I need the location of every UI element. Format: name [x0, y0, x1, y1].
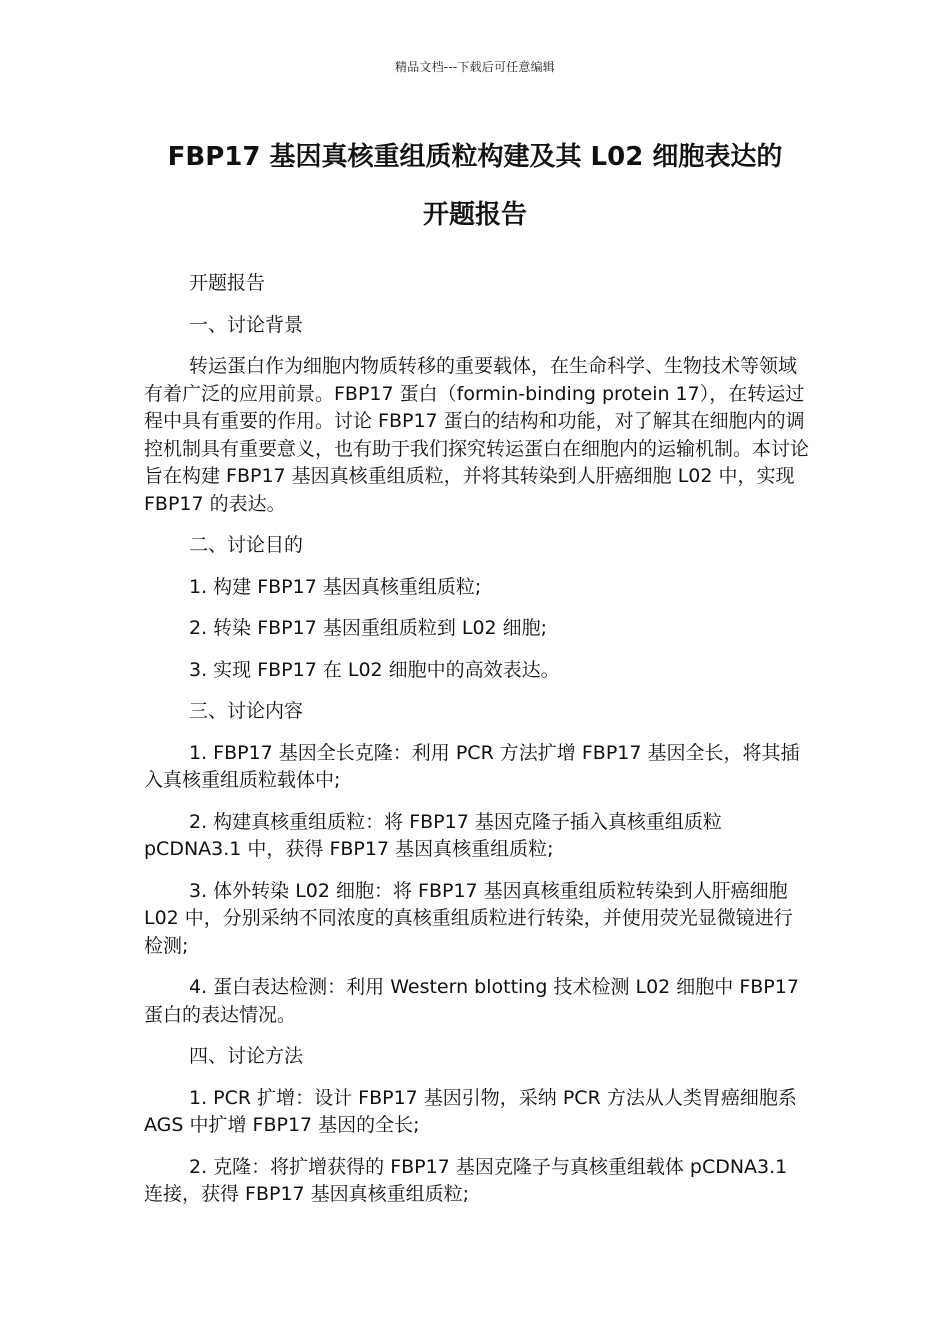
method-item-2: 2. 克隆：将扩增获得的 FBP17 基因克隆子与真核重组载体 pCDNA3.1 连接，获得 FBP17 基因真核重组质粒;	[144, 1155, 788, 1205]
content-item-3: 3. 体外转染 L02 细胞：将 FBP17 基因真核重组质粒转染到人肝癌细胞 L02 中，分别采纳不同浓度的真核重组质粒进行转染，并使用荧光显微镜进行检测;	[144, 879, 793, 957]
section-heading-purpose: 二、讨论目的	[189, 534, 304, 556]
document-title	[120, 128, 830, 244]
content-item-2: 2. 构建真核重组质粒：将 FBP17 基因克隆子插入真核重组质粒 pCDNA3.1 中，获得 FBP17 基因真核重组质粒;	[144, 810, 722, 860]
section-heading-content: 三、讨论内容	[189, 700, 304, 722]
section-heading-methods: 四、讨论方法	[189, 1045, 304, 1067]
section-heading-background: 一、讨论背景	[189, 313, 304, 336]
paragraph-background: 转运蛋白作为细胞内物质转移的重要载体，在生命科学、生物技术等领域有着广泛的应用前景。FBP17 蛋白（formin-binding protein 17），在转运过程中具有重要的作用。讨论 FBP17 蛋白的结构和功能，对了解其在细胞内的调控机制具有重要意义，也有助于我们探究转运蛋白在细胞内的运输机制。本讨论旨在构建 FBP17 基因真核重组质粒，并将其转染到人肝癌细胞 L02 中，实现 FBP17 的表达。	[144, 355, 810, 515]
document-title-line-1: FBP17 基因真核重组质粒构建及其 L02 细胞表达的	[167, 142, 783, 172]
header-note: 精品文档---下载后可任意编辑	[395, 60, 555, 74]
purpose-item-1: 1. 构建 FBP17 基因真核重组质粒;	[189, 575, 482, 598]
paragraph-proposal-label: 开题报告	[189, 272, 266, 294]
document-body	[144, 270, 809, 1223]
purpose-item-2: 2. 转染 FBP17 基因重组质粒到 L02 细胞;	[189, 617, 548, 639]
method-item-1: 1. PCR 扩增：设计 FBP17 基因引物，采纳 PCR 方法从人类胃癌细胞系 AGS 中扩增 FBP17 基因的全长;	[144, 1086, 797, 1136]
content-item-4: 4. 蛋白表达检测：利用 Western blotting 技术检测 L02 细胞中 FBP17 蛋白的表达情况。	[144, 976, 799, 1026]
document-title-line-2: 开题报告	[422, 200, 527, 230]
content-item-1: 1. FBP17 基因全长克隆：利用 PCR 方法扩增 FBP17 基因全长，将其插入真核重组质粒载体中;	[144, 741, 800, 791]
purpose-item-3: 3. 实现 FBP17 在 L02 细胞中的高效表达。	[189, 658, 560, 681]
